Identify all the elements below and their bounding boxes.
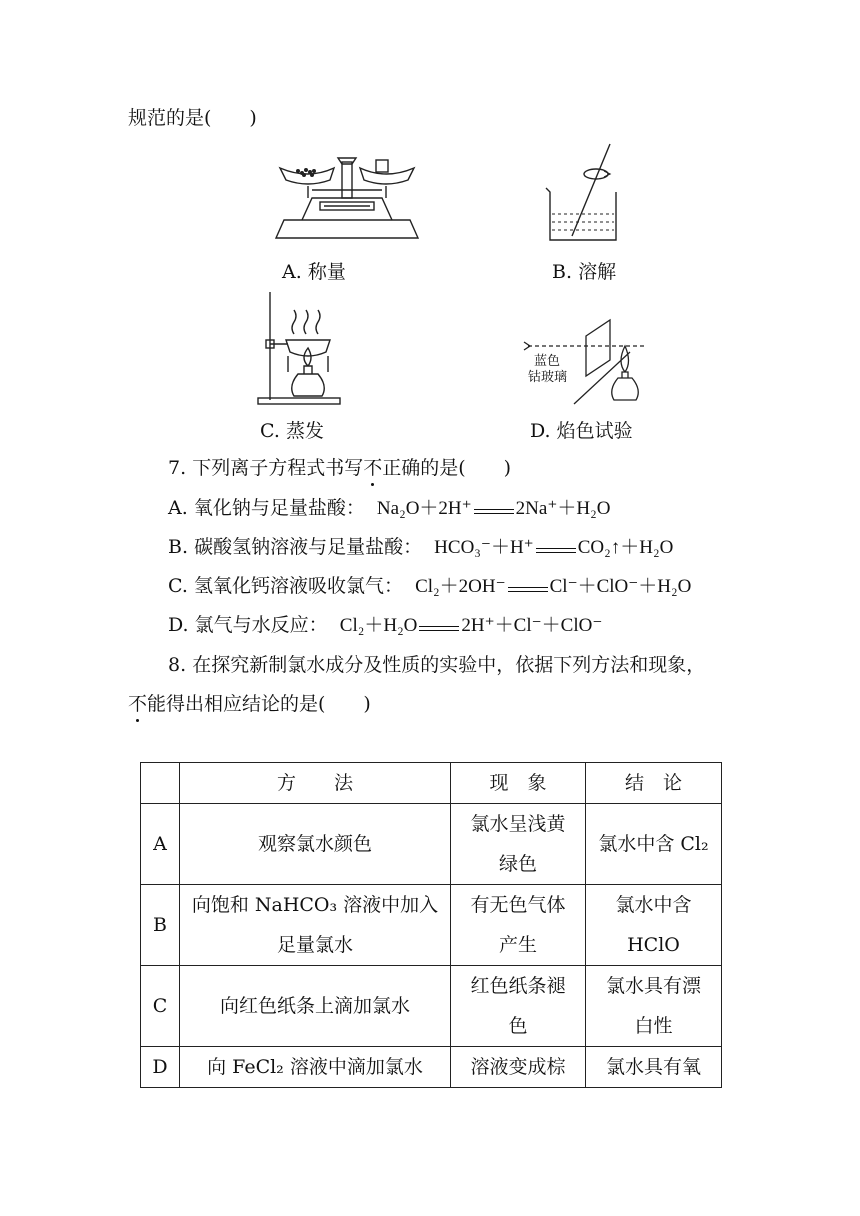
cobalt-glass-label-line2: 钴玻璃 [528,370,568,385]
method-cell: 向 FeCl₂ 溶液中滴加氯水 [180,1047,451,1088]
table-header-cell: 方 法 [180,763,451,804]
phenomenon-cell: 红色纸条褪 色 [451,966,586,1047]
table-header-cell: 结 论 [586,763,722,804]
question-8-stem-line2: 不能得出相应结论的是( ) [128,693,371,715]
method-cell: 向红色纸条上滴加氯水 [180,966,451,1047]
table-row [141,885,722,966]
question-8-table [140,762,722,1088]
conclusion-cell: 氯水中含 Cl₂ [586,804,722,885]
evaporation-icon [254,290,344,406]
balance-icon [272,150,422,245]
question-7-option-d: D. 氯气与水反应： Cl₂＋H₂O 2H⁺＋Cl⁻＋ClO⁻ [168,614,603,636]
question-8-stem-line1: 8. 在探究新制氯水成分及性质的实验中，依据下列方法和现象， [168,654,706,676]
row-label: C [141,966,180,1047]
figure-b-beaker [538,140,628,249]
row-label: A [141,804,180,885]
phenomenon-cell: 溶液变成棕 [451,1047,586,1088]
table-row [141,1047,722,1088]
row-label: D [141,1047,180,1088]
cobalt-glass-label-line1: 蓝色 [534,354,561,369]
row-label: B [141,885,180,966]
figure-c-evaporation [254,290,344,410]
figure-b-caption: B. 溶解 [552,261,617,283]
table-row [141,804,722,885]
question-7-stem: 7. 下列离子方程式书写不正确的是( ) [168,457,512,479]
table-row [141,966,722,1047]
question-6-tail: 规范的是( ) [128,107,257,129]
method-cell: 向饱和 NaHCO₃ 溶液中加入 足量氯水 [180,885,451,966]
table-header-row [141,763,722,804]
question-7-option-c: C. 氢氧化钙溶液吸收氯气： Cl₂＋2OH⁻ Cl⁻＋ClO⁻＋H₂O [168,575,692,597]
emphasis-dot-char: 不 [363,457,383,479]
table-header-cell: 现 象 [451,763,586,804]
method-cell: 观察氯水颜色 [180,804,451,885]
beaker-stirring-icon [538,140,628,245]
conclusion-cell: 氯水具有漂 白性 [586,966,722,1047]
figure-a-caption: A. 称量 [282,261,346,283]
phenomenon-cell: 氯水呈浅黄 绿色 [451,804,586,885]
question-7-option-a: A. 氧化钠与足量盐酸： Na₂O＋2H⁺ 2Na⁺＋H₂O [168,497,611,519]
emphasis-dot-char: 不 [128,693,148,715]
conclusion-cell: 氯水具有氧 [586,1047,722,1088]
figure-d-flame-test [520,316,660,410]
phenomenon-cell: 有无色气体 产生 [451,885,586,966]
figure-c-caption: C. 蒸发 [260,420,324,442]
figure-a-balance [272,150,422,249]
conclusion-cell: 氯水中含 HClO [586,885,722,966]
table-header-cell [141,763,180,804]
figure-d-caption: D. 焰色试验 [530,420,633,442]
question-7-option-b: B. 碳酸氢钠溶液与足量盐酸： HCO₃⁻＋H⁺ CO₂↑＋H₂O [168,536,674,558]
